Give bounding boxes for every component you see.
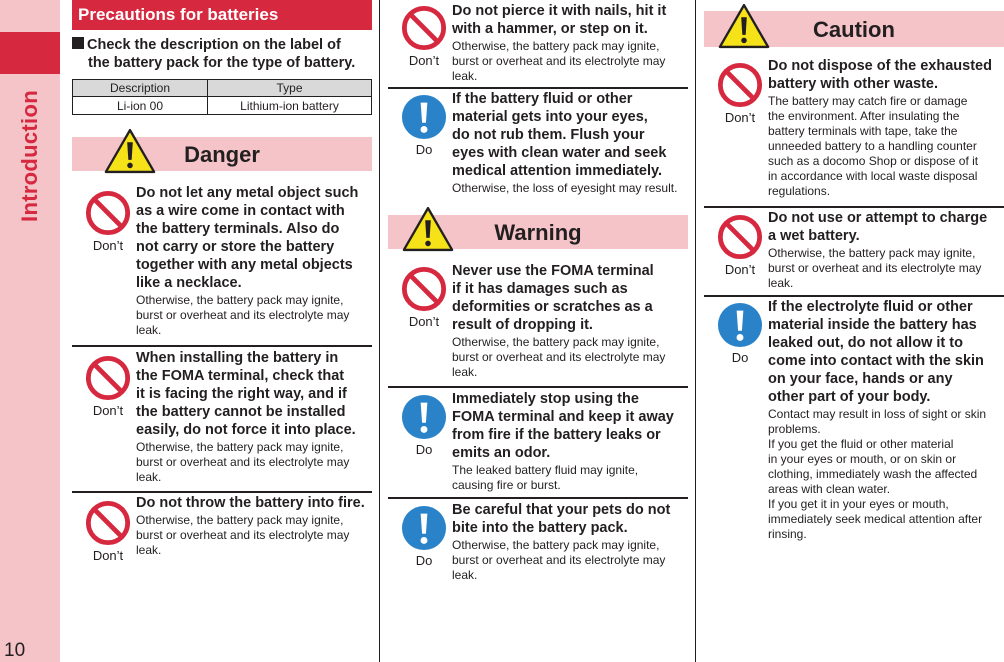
item-heading: Do not let any metal object such as a wire come in contact with the battery terminals. Also do not carry or store the battery together with any metal objects like a necklace. xyxy=(136,185,359,291)
table-header-description: Description xyxy=(73,80,208,97)
table-header-type: Type xyxy=(208,80,372,97)
item-heading: Do not pierce it with nails, hit it with a hammer, or step on it. xyxy=(452,3,667,37)
item-body: Otherwise, the battery pack may ignite, burst or overheat and its electrolyte may leak. xyxy=(452,538,666,582)
item-separator xyxy=(388,497,688,499)
table-cell-description: Li-ion 00 xyxy=(73,97,208,115)
dont-symbol: Don’t xyxy=(400,266,448,329)
precautions-title: Precautions for batteries xyxy=(72,0,372,30)
item-body: Otherwise, the battery pack may ignite, burst or overheat and its electrolyte may leak. xyxy=(136,440,350,484)
item-separator xyxy=(388,386,688,388)
prohibition-icon xyxy=(401,5,447,51)
dont-symbol: Don’t xyxy=(84,500,132,563)
item-heading: Immediately stop using the FOMA terminal and keep it away from fire if the battery leaks or emits an odor. xyxy=(452,391,674,461)
dont-symbol: Don’t xyxy=(716,62,764,125)
item-body: Otherwise, the battery pack may ignite, burst or overheat and its electrolyte may leak. xyxy=(136,513,350,557)
do-symbol: Do xyxy=(400,505,448,568)
bullet-square-icon xyxy=(72,37,84,49)
table-row xyxy=(73,97,372,115)
warning-title: Warning xyxy=(494,220,582,245)
item-heading: Do not throw the battery into fire. xyxy=(136,495,365,511)
item-heading: If the electrolyte fluid or other material inside the battery has leaked out, do not allow it to come into contact with the skin on your face, hands or any other part of your body. xyxy=(768,299,984,405)
prohibition-icon xyxy=(85,355,131,401)
do-symbol: Do xyxy=(400,94,448,157)
mandatory-action-icon xyxy=(401,505,447,551)
mandatory-action-icon xyxy=(401,94,447,140)
table-cell-type: Lithium-ion battery xyxy=(208,97,372,115)
item-heading: Be careful that your pets do not bite into the battery pack. xyxy=(452,502,671,536)
side-tab xyxy=(0,0,60,662)
item-separator xyxy=(704,206,1004,208)
dont-symbol: Don’t xyxy=(716,214,764,277)
danger-title: Danger xyxy=(184,142,260,167)
page-number: 10 xyxy=(4,640,26,661)
item-heading: Do not dispose of the exhausted battery with other waste. xyxy=(768,58,992,92)
warning-band xyxy=(388,215,688,249)
caution-band xyxy=(704,11,1004,47)
prohibition-icon xyxy=(717,62,763,108)
do-symbol: Do xyxy=(400,394,448,457)
caution-title: Caution xyxy=(813,17,895,42)
dont-symbol: Don’t xyxy=(400,5,448,68)
item-body: Otherwise, the battery pack may ignite, burst or overheat and its electrolyte may leak. xyxy=(768,246,982,290)
item-heading: Never use the FOMA terminal if it has damages such as deformities or scratches as a result of dropping it. xyxy=(452,263,654,333)
mandatory-action-icon xyxy=(401,394,447,440)
do-symbol: Do xyxy=(716,302,764,365)
danger-band xyxy=(72,137,372,171)
item-body: Contact may result in loss of sight or skin problems. If you get the fluid or other material in your eyes or mouth, or on skin or clothing, immediately wash the affected areas with clean water. If you get it in your eyes or mouth, immediately seek medical attention after rinsing. xyxy=(768,407,987,541)
battery-type-table xyxy=(72,79,372,115)
item-separator xyxy=(72,491,372,493)
prohibition-icon xyxy=(85,190,131,236)
item-separator xyxy=(704,295,1004,297)
item-body: The battery may catch fire or damage the environment. After insulating the battery terminals with tape, take the unneeded battery to a handling counter such as a docomo Shop or dispose of it in accordance with local waste disposal regulations. xyxy=(768,94,979,198)
item-body: Otherwise, the battery pack may ignite, burst or overheat and its electrolyte may leak. xyxy=(136,293,350,337)
item-body: The leaked battery fluid may ignite, causing fire or burst. xyxy=(452,463,639,492)
item-heading: Do not use or attempt to charge a wet battery. xyxy=(768,210,988,244)
column-divider xyxy=(695,0,696,662)
prohibition-icon xyxy=(85,500,131,546)
item-separator xyxy=(72,345,372,347)
prohibition-icon xyxy=(717,214,763,260)
item-body: Otherwise, the battery pack may ignite, burst or overheat and its electrolyte may leak. xyxy=(452,39,666,83)
item-body: Otherwise, the battery pack may ignite, burst or overheat and its electrolyte may leak. xyxy=(452,335,666,379)
tab-marker xyxy=(0,32,60,74)
item-heading: If the battery fluid or other material gets into your eyes, do not rub them. Flush your eyes with clean water and seek medical attention immediately. xyxy=(452,91,667,179)
item-body: Otherwise, the loss of eyesight may result. xyxy=(452,181,678,195)
item-separator xyxy=(388,87,688,89)
dont-symbol: Don’t xyxy=(84,355,132,418)
check-instruction: Check the description on the label of the battery pack for the type of battery. xyxy=(72,36,372,72)
column-divider xyxy=(379,0,380,662)
dont-symbol: Don’t xyxy=(84,190,132,253)
item-heading: When installing the battery in the FOMA terminal, check that it is facing the right way, and if the battery cannot be installed easily, do not force it into place. xyxy=(136,350,356,438)
section-label: Introduction xyxy=(17,90,42,222)
mandatory-action-icon xyxy=(717,302,763,348)
prohibition-icon xyxy=(401,266,447,312)
